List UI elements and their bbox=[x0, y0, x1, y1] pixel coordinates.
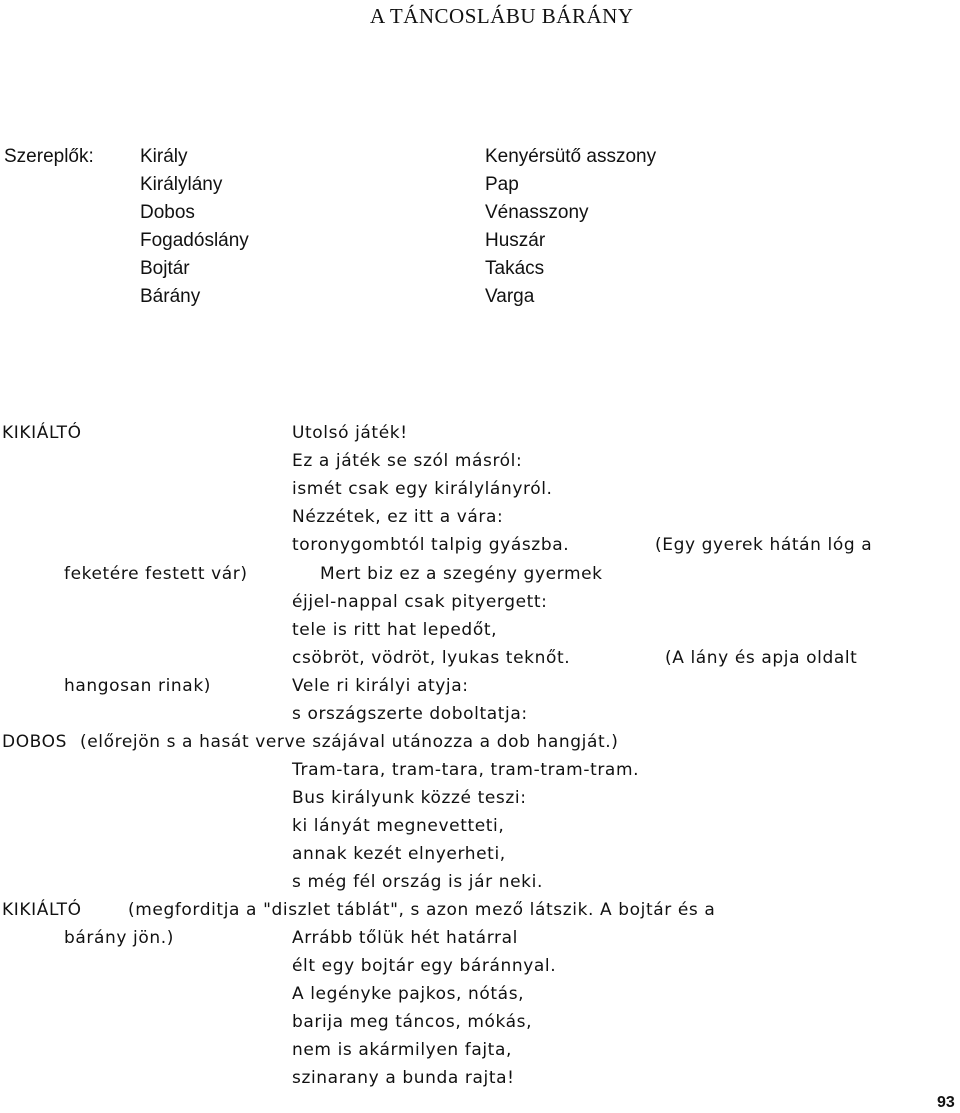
page-number: 93 bbox=[937, 1094, 955, 1111]
stage-direction: bárány jön.) bbox=[64, 928, 174, 948]
verse-line: ismét csak egy királylányról. bbox=[292, 479, 553, 499]
speaker-name: KIKIÁLTÓ bbox=[2, 423, 82, 443]
verse-line: csöbröt, vödröt, lyukas teknőt. bbox=[292, 648, 571, 668]
verse-line: Bus királyunk közzé teszi: bbox=[292, 788, 527, 808]
cast-left-item: Bárány bbox=[140, 286, 201, 307]
verse-line: annak kezét elnyerheti, bbox=[292, 844, 506, 864]
verse-line: Tram-tara, tram-tara, tram-tram-tram. bbox=[292, 760, 640, 780]
verse-line: Nézzétek, ez itt a vára: bbox=[292, 507, 504, 527]
speaker-name: KIKIÁLTÓ bbox=[2, 900, 82, 920]
cast-left-item: Dobos bbox=[140, 202, 195, 223]
stage-direction: feketére festett vár) bbox=[64, 564, 248, 584]
cast-right-item: Kenyérsütő asszony bbox=[485, 146, 657, 167]
verse-line: szinarany a bunda rajta! bbox=[292, 1068, 515, 1088]
stage-direction: (A lány és apja oldalt bbox=[665, 648, 858, 668]
page-title: A TÁNCOSLÁBU BÁRÁNY bbox=[370, 4, 634, 28]
verse-line: Utolsó játék! bbox=[292, 423, 408, 443]
verse-line: ki lányát megnevetteti, bbox=[292, 816, 505, 836]
cast-right-item: Varga bbox=[485, 286, 535, 307]
stage-direction: (Egy gyerek hátán lóg a bbox=[655, 535, 873, 555]
verse-line: nem is akármilyen fajta, bbox=[292, 1040, 512, 1060]
verse-line: Vele ri királyi atyja: bbox=[292, 676, 469, 696]
verse-line: Ez a játék se szól másról: bbox=[292, 451, 523, 471]
speaker-name: DOBOS bbox=[2, 732, 68, 752]
stage-direction: (megforditja a "diszlet táblát", s azon mező látszik. A bojtár és a bbox=[128, 900, 716, 920]
stage-direction: (előrejön s a hasát verve szájával utánozza a dob hangját.) bbox=[80, 732, 619, 752]
stage-direction: hangosan rinak) bbox=[64, 676, 211, 696]
verse-line: tele is ritt hat lepedőt, bbox=[292, 620, 498, 640]
verse-line: Mert biz ez a szegény gyermek bbox=[320, 564, 603, 584]
cast-right-item: Vénasszony bbox=[485, 202, 589, 223]
cast-right-item: Takács bbox=[485, 258, 545, 279]
cast-left-item: Fogadóslány bbox=[140, 230, 249, 251]
cast-right-item: Pap bbox=[485, 174, 519, 195]
verse-line: A legényke pajkos, nótás, bbox=[292, 984, 525, 1004]
verse-line: Arrább tőlük hét határral bbox=[292, 928, 518, 948]
verse-line: barija meg táncos, mókás, bbox=[292, 1012, 533, 1032]
verse-line: éjjel-nappal csak pityergett: bbox=[292, 592, 548, 612]
verse-line: s országszerte doboltatja: bbox=[292, 704, 528, 724]
verse-line: toronygombtól talpig gyászba. bbox=[292, 535, 570, 555]
verse-line: élt egy bojtár egy báránnyal. bbox=[292, 956, 557, 976]
cast-left-item: Királylány bbox=[140, 174, 223, 195]
verse-line: s még fél ország is jár neki. bbox=[292, 872, 543, 892]
cast-left-item: Bojtár bbox=[140, 258, 190, 279]
cast-right-item: Huszár bbox=[485, 230, 546, 251]
cast-left-item: Király bbox=[140, 146, 188, 167]
cast-label: Szereplők: bbox=[4, 146, 94, 167]
